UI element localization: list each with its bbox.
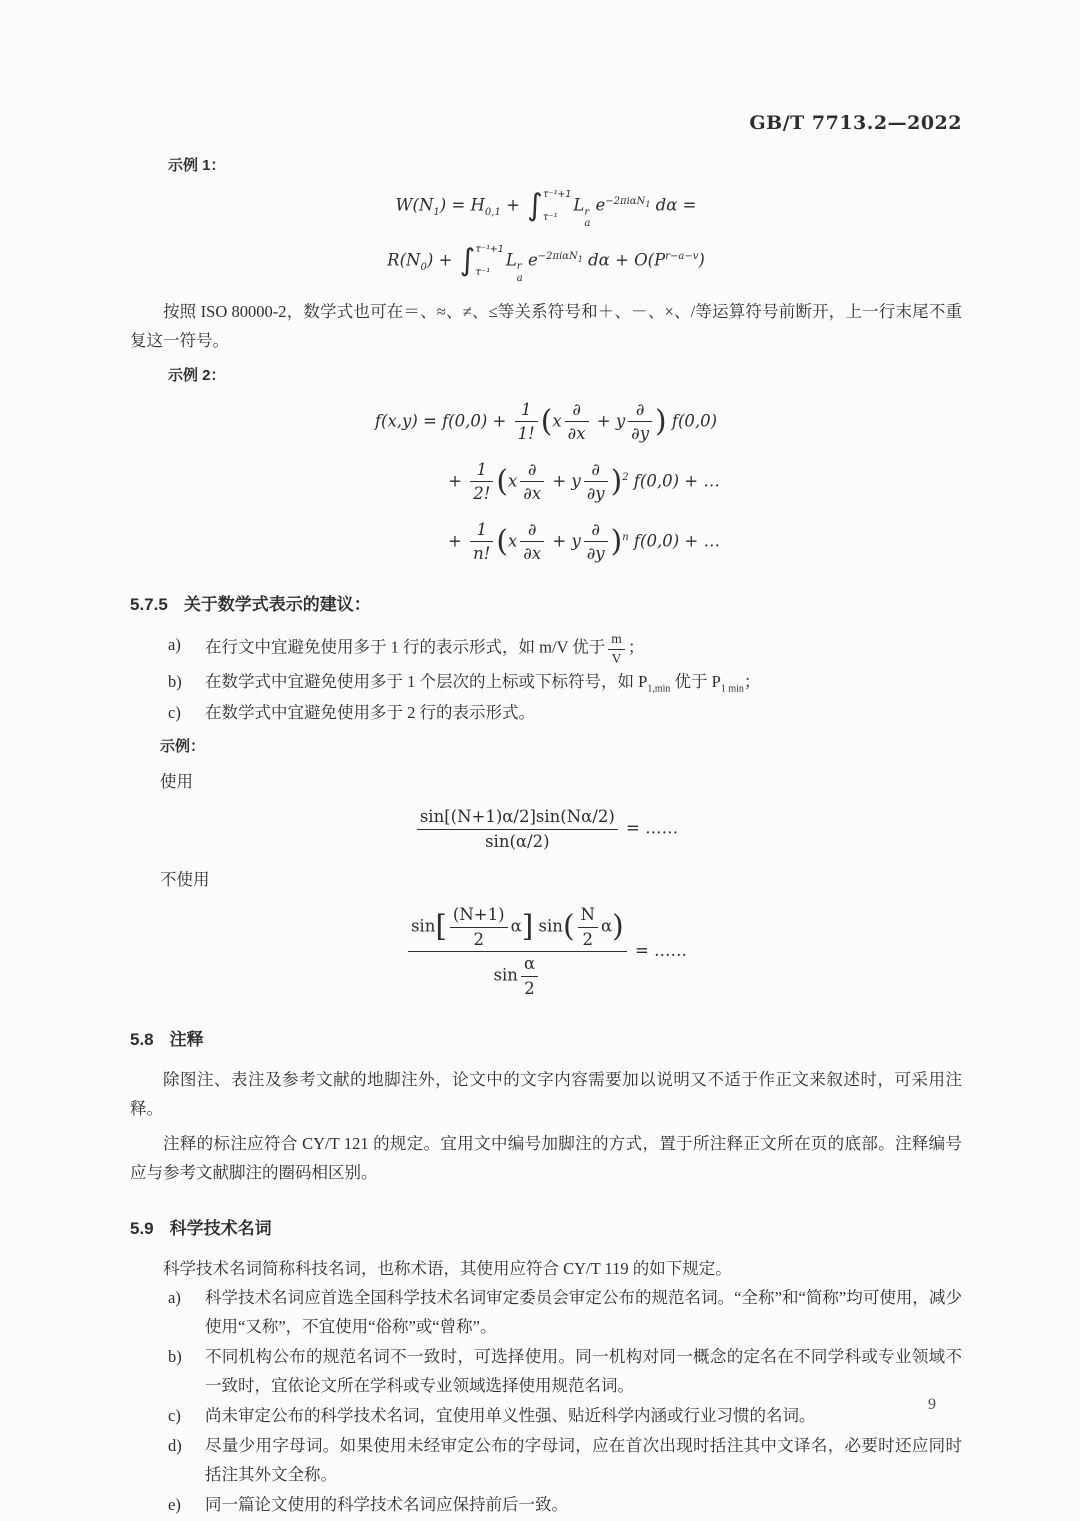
denominator: V: [611, 650, 622, 666]
denominator: [408, 952, 627, 999]
list-text-mid: 优于 P: [670, 671, 721, 691]
formula-line: [130, 904, 962, 999]
formula-term: α: [600, 916, 613, 936]
numerator: 1: [515, 399, 538, 422]
list-text-pre: 在数学式中宜避免使用多于 1 个层次的上标或下标符号，如 P: [205, 671, 648, 691]
formula-term: sin: [493, 965, 518, 985]
subscript: 0: [420, 261, 427, 273]
formula-line-2: [168, 459, 1000, 505]
page-number: 9: [928, 1396, 936, 1413]
denominator: 2: [473, 929, 484, 949]
numerator: 1: [470, 519, 493, 542]
numerator: ∂: [565, 399, 589, 422]
list-label: c): [168, 702, 181, 722]
paragraph-iso-rule: 按照 ISO 80000-2，数学式也可在＝、≈、≠、≤等关系符号和＋、－、×、/等运算符号前断开，上一行末尾不重复这一符号。: [130, 302, 962, 350]
superscript: [605, 196, 650, 207]
superscript: r: [516, 261, 522, 272]
big-paren-left: (: [540, 403, 553, 439]
formula-term: R(N: [387, 250, 421, 269]
denominator: n!: [473, 543, 491, 563]
subscript: a: [584, 218, 591, 229]
integral-upper-limit: τ⁻¹+1: [542, 189, 572, 200]
formula-term: α: [510, 916, 522, 936]
fraction: [470, 459, 493, 505]
list-text: 不同机构公布的规范名词不一致时，可选择使用。同一机构对同一概念的定名在不同学科或专业领域不一致时，宜依论文所在学科或专业领域选择使用规范名词。: [205, 1347, 962, 1396]
denominator: ∂y: [586, 543, 605, 563]
list-label: a): [168, 635, 181, 655]
integral-lower-limit: τ⁻¹: [542, 212, 558, 223]
numerator: ∂: [584, 519, 608, 542]
standard-code: GB/T 7713.2—2022: [749, 112, 962, 134]
list-label: d): [168, 1435, 182, 1455]
example1-label: 示例 1：: [168, 157, 226, 174]
list-text: 科学技术名词应首选全国科学技术名词审定委员会审定公布的规范名词。“全称”和“简称”均可使用，减少使用“又称”，不宜使用“俗称”或“曾称”。: [205, 1288, 962, 1337]
use-label: 使用: [160, 772, 193, 792]
integral-lower-limit: τ⁻¹: [475, 266, 490, 278]
list-item-b: [130, 668, 962, 698]
formula-term: +: [448, 530, 468, 550]
subscript: 0,1: [484, 206, 501, 218]
formula-term: e: [522, 250, 538, 269]
example2-formula: [130, 399, 962, 565]
superscript: r: [584, 206, 590, 218]
numerator: sin[(N+1)α/2]sin(Nα/2): [417, 806, 618, 829]
fraction: [608, 631, 625, 666]
denominator: ∂y: [631, 424, 650, 444]
section-number: 5.7.5: [130, 595, 168, 615]
exp-term: −2πiαN: [605, 196, 646, 207]
integral-limits: [543, 189, 572, 223]
numerator: N: [578, 904, 598, 927]
integral-icon: ∫: [527, 188, 543, 223]
paren-exponent: 2: [622, 471, 629, 483]
section58-paragraph-1: 除图注、表注及参考文献的地脚注外，论文中的文字内容需要加以说明又不适于作正文来叙述时，可采用注释。: [130, 1070, 962, 1118]
formula-line-1: [130, 399, 962, 445]
list-label: b): [168, 671, 182, 691]
formula-term: e: [590, 195, 606, 215]
list-label: a): [168, 1288, 181, 1308]
list-item-a: [130, 631, 962, 666]
formula-term: x: [507, 471, 518, 491]
fraction: [520, 459, 544, 505]
fraction: [417, 806, 618, 852]
formula-term: L: [573, 195, 585, 215]
section-heading-5-9: [130, 1214, 962, 1239]
formula-term: dα =: [650, 195, 697, 215]
list-text-pre: 在行文中宜避免使用多于 1 行的表示形式，如 m/V 优于: [205, 637, 606, 657]
formula-line-3: [168, 519, 1000, 565]
subscript: 1: [433, 206, 440, 218]
denominator: 1!: [517, 424, 535, 444]
numerator: (N+1): [450, 904, 508, 927]
big-paren-right: ): [610, 463, 623, 499]
fraction: [450, 904, 508, 950]
list-item: [130, 1491, 962, 1520]
formula-term: x: [507, 530, 518, 550]
denominator: sin(α/2): [485, 831, 550, 851]
big-paren-right: ): [612, 909, 624, 945]
formula-term: +: [500, 195, 526, 215]
list-text: 尚未审定公布的科学技术名词，宜使用单义性强、贴近科学内涵或行业习惯的名词。: [205, 1405, 816, 1425]
list-text-post: ；: [627, 637, 645, 657]
integral-icon: ∫: [459, 242, 476, 278]
big-paren-left: (: [562, 909, 575, 945]
denominator: ∂x: [523, 543, 542, 563]
section-title: 注释: [169, 1030, 204, 1050]
numerator: m: [608, 631, 625, 649]
numerator: ∂: [520, 459, 544, 482]
denominator: ∂y: [586, 484, 605, 504]
formula-term: ): [698, 250, 705, 269]
exp-subscript: 1: [577, 254, 583, 264]
use-formula: [130, 806, 962, 852]
list-label: c): [168, 1405, 181, 1425]
section-number: 5.9: [130, 1218, 154, 1238]
list-text: [205, 668, 962, 698]
integral-limits: [475, 244, 504, 278]
list-text: 尽量少用字母词。如果使用未经审定公布的字母词，应在首次出现时括注其中文译名，必要时还应同时括注其外文全称。: [205, 1435, 962, 1484]
notuse-label: 不使用: [160, 870, 210, 890]
list-item-c: [130, 699, 962, 728]
integral-sign: [527, 189, 571, 223]
big-paren-left: (: [496, 463, 508, 499]
exp-term: −2πiαN: [537, 250, 578, 262]
section59-intro: 科学技术名词简称科技名词，也称术语，其使用应符合 CY/T 119 的如下规定。: [163, 1258, 732, 1278]
denominator: 2!: [473, 484, 491, 504]
numerator: ∂: [520, 519, 544, 542]
example-label: 示例：: [160, 738, 206, 756]
paren-exponent: n: [622, 531, 629, 543]
fraction: [584, 519, 608, 565]
formula-term: f(0,0): [666, 411, 718, 431]
integral-sign: [460, 244, 504, 278]
fraction: [470, 519, 493, 565]
section-heading-5-7-5: [130, 590, 962, 615]
section-number: 5.8: [130, 1030, 154, 1050]
list-text: 同一篇论文使用的科学技术名词应保持前后一致。: [205, 1494, 568, 1514]
list-text-post: ；: [743, 671, 761, 691]
list-text: 在数学式中宜避免使用多于 2 行的表示形式。: [205, 702, 535, 722]
big-paren-right: ): [655, 403, 667, 439]
formula-term: = ……: [629, 941, 688, 961]
list-text: [205, 631, 962, 666]
formula-term: sin: [410, 916, 436, 936]
page-header: [130, 112, 962, 134]
superscript: r−a−v: [665, 250, 699, 262]
formula-term: f(0,0) + …: [628, 471, 720, 491]
formula-term: +: [448, 471, 468, 491]
section58-paragraph-2: 注释的标注应符合 CY/T 121 的规定。宜用文中编号加脚注的方式，置于所注释正文所在页的底部。注释编号应与参考文献脚注的圈码相区别。: [130, 1133, 962, 1182]
formula-term: sin: [533, 916, 563, 936]
superscript: [538, 251, 583, 262]
formula-term: + y: [547, 530, 581, 550]
example1-formula: [130, 189, 962, 284]
integral-upper-limit: τ⁻¹+1: [475, 243, 504, 255]
fraction: [515, 399, 538, 445]
section-title: 关于数学式表示的建议：: [183, 595, 371, 615]
formula-line-2: [130, 244, 962, 285]
denominator: 2: [582, 929, 593, 949]
subscript: 1 min: [720, 683, 744, 695]
list-item: [130, 1402, 962, 1431]
section-heading-5-8: [130, 1025, 962, 1050]
formula-term: W(N: [395, 195, 434, 215]
formula-term: f(0,0) + …: [628, 530, 720, 550]
fraction: [628, 399, 652, 445]
formula-line-1: [130, 189, 962, 230]
list-item: [130, 1284, 962, 1342]
denominator: ∂x: [567, 424, 586, 444]
exp-subscript: 1: [645, 200, 651, 209]
formula-term: L: [505, 250, 517, 269]
fraction: [565, 399, 589, 445]
list-label: e): [168, 1494, 181, 1514]
fraction: [521, 953, 538, 999]
outer-fraction: [408, 904, 627, 999]
fraction: [578, 904, 598, 950]
big-paren-right: ): [610, 523, 623, 559]
formula-term: + y: [591, 411, 626, 431]
numerator: ∂: [584, 459, 608, 482]
list-item: [130, 1343, 962, 1401]
denominator: ∂x: [523, 484, 542, 504]
numerator: [408, 904, 627, 952]
denominator: 2: [524, 978, 535, 998]
numerator: α: [521, 953, 538, 976]
formula-term: = ……: [620, 818, 679, 838]
fraction: [520, 519, 544, 565]
formula-term: f(x,y) = f(0,0) +: [374, 411, 512, 431]
example2-label: 示例 2：: [168, 366, 226, 384]
formula-term: + y: [547, 471, 581, 491]
fraction: [584, 459, 608, 505]
notuse-formula: [130, 904, 962, 999]
numerator: 1: [470, 459, 493, 482]
list-label: b): [168, 1347, 182, 1367]
formula-term: x: [552, 411, 562, 431]
big-paren-left: (: [496, 523, 508, 559]
numerator: ∂: [628, 399, 652, 422]
formula-term: ) +: [426, 250, 458, 269]
formula-term: dα + O(P: [582, 250, 666, 269]
section-title: 科学技术名词: [169, 1218, 272, 1238]
big-bracket-left: [: [435, 909, 447, 945]
subscript: a: [516, 272, 523, 284]
big-bracket-right: ]: [521, 909, 534, 945]
formula-line: [130, 806, 962, 852]
formula-term: ) = H: [439, 195, 485, 215]
list-item: [130, 1432, 962, 1490]
subscript: 1,min: [647, 683, 671, 695]
